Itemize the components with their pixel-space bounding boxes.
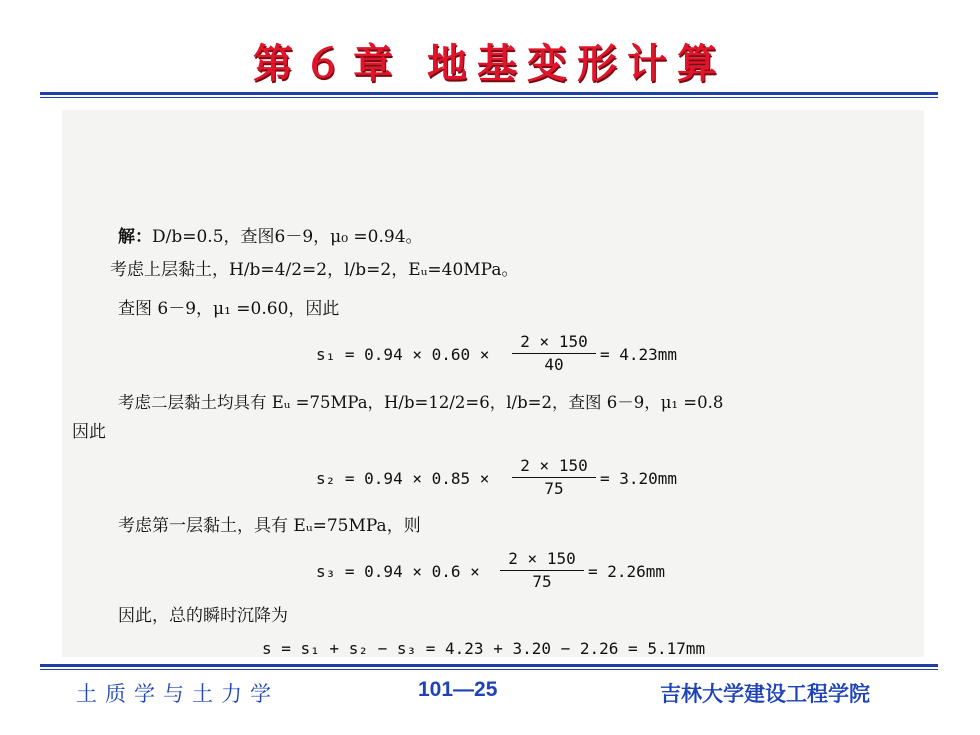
footer-institution: 吉林大学建设工程学院	[660, 682, 870, 706]
eq3-lhs: s₃ = 0.94 × 0.6 ×	[316, 562, 480, 581]
eq1-rhs: = 4.23mm	[600, 345, 678, 364]
bottom-rule-thin	[40, 669, 938, 670]
scanned-solution-area	[62, 110, 924, 657]
first-layer-line: 考虑第一层黏土，具有 Eᵤ=75MPa，则	[118, 516, 421, 536]
solve-text: D/b=0.5，查图6－9，μ₀ =0.94。	[152, 227, 423, 247]
eq1-lhs: s₁ = 0.94 × 0.60 ×	[316, 345, 490, 364]
eq3-fraction	[500, 548, 584, 593]
eq1-denominator: 40	[544, 355, 564, 374]
eq2-lhs: s₂ = 0.94 × 0.85 ×	[316, 469, 490, 488]
eq1-fraction	[512, 331, 596, 376]
top-rule-thin	[40, 97, 938, 98]
therefore-total-line: 因此，总的瞬时沉降为	[118, 606, 288, 626]
second-layer-line: 考虑二层黏土均具有 Eᵤ =75MPa，H/b=12/2=6，l/b=2，查图 6－9，μ₁ =0.8	[118, 393, 724, 412]
eq3-denominator: 75	[532, 572, 552, 591]
eq3-numerator: 2 × 150	[500, 548, 584, 571]
eq2-fraction	[512, 455, 596, 500]
therefore-line-1: 因此	[72, 422, 106, 442]
upper-layer-line: 考虑上层黏土，H/b=4/2=2，l/b=2，Eᵤ=40MPa。	[110, 260, 519, 280]
eq2-rhs: = 3.20mm	[600, 469, 678, 488]
eq2-denominator: 75	[544, 479, 564, 498]
slide-title: 第６章 地基变形计算	[253, 41, 727, 87]
eq3-rhs: = 2.26mm	[588, 562, 666, 581]
top-rule-thick	[40, 92, 938, 95]
footer-page-number: 101—25	[418, 678, 498, 701]
chart-lookup-line: 查图 6－9，μ₁ =0.60，因此	[118, 299, 340, 319]
bottom-rule-thick	[40, 664, 938, 667]
eq2-numerator: 2 × 150	[512, 455, 596, 478]
footer-course-name: 土质学与土力学	[76, 682, 279, 706]
solve-label: 解：	[118, 227, 152, 247]
total-settlement-equation: s = s₁ + s₂ − s₃ = 4.23 + 3.20 − 2.26 = 5.17mm	[262, 639, 706, 658]
solution-line-1	[118, 226, 423, 248]
eq1-numerator: 2 × 150	[512, 331, 596, 354]
